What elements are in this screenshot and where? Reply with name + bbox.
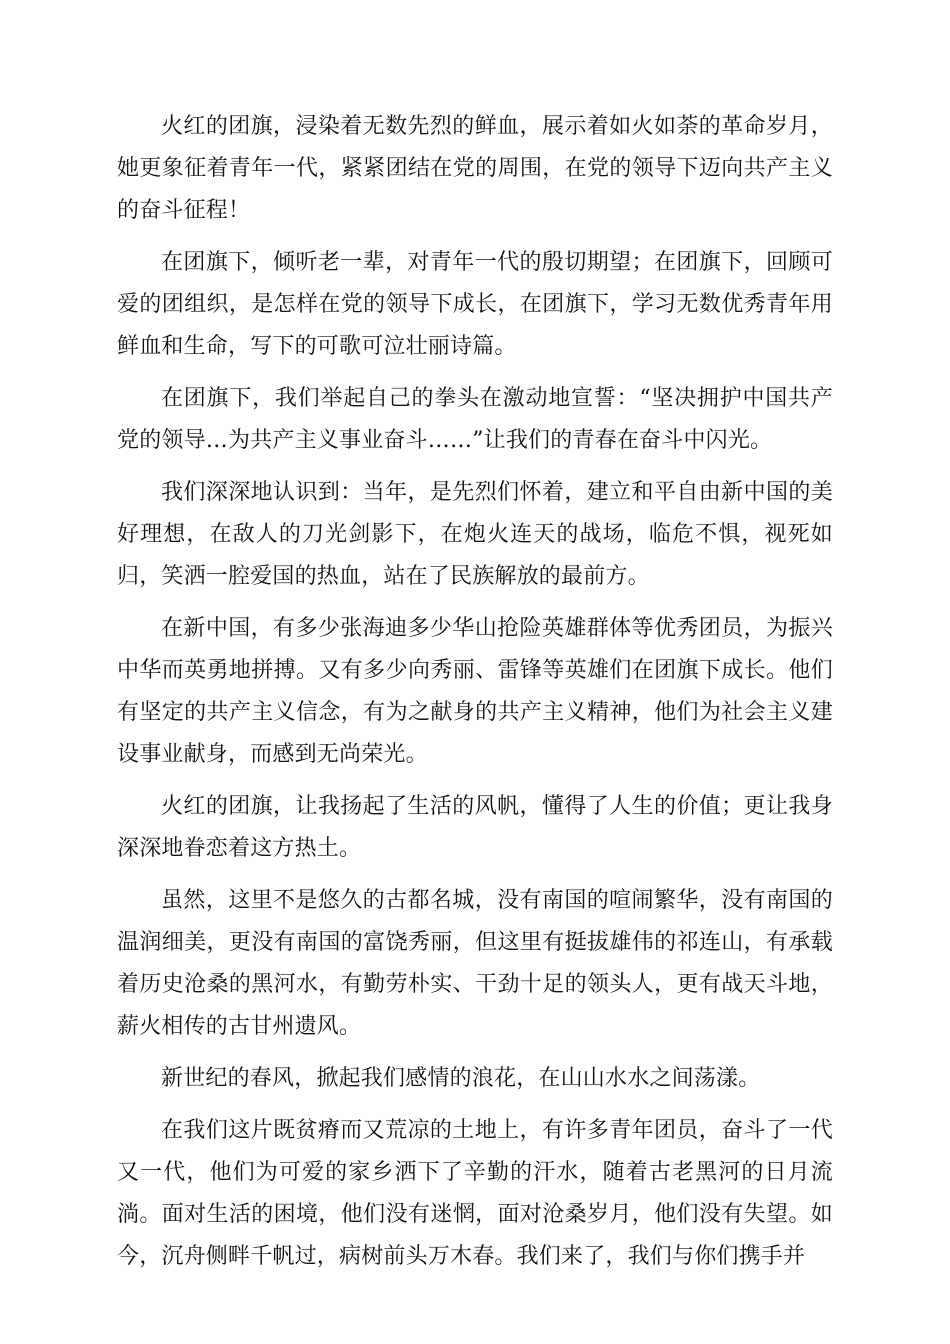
paragraph-5: 在新中国，有多少张海迪多少华山抢险英雄群体等优秀团员，为振兴中华而英勇地拼搏。又有多少向秀丽、雷锋等英雄们在团旗下成长。他们有坚定的共产主义信念，有为之献身的共产主义精神，他们为社会主义建设事业献身，而感到无尚荣光。 [117, 616, 833, 767]
paragraph-9: 在我们这片既贫瘠而又荒凉的土地上，有许多青年团员，奋斗了一代又一代，他们为可爱的家乡洒下了辛勤的汗水，随着古老黑河的日月流淌。面对生活的困境，他们没有迷惘，面对沧桑岁月，他们没有失望。如今，沉舟侧畔千帆过，病树前头万木春。我们来了，我们与你们携手并 [117, 1118, 833, 1269]
paragraph-3: 在团旗下，我们举起自己的拳头在激动地宣誓：“坚决拥护中国共产党的领导…为共产主义事业奋斗……”让我们的青春在奋斗中闪光。 [117, 386, 833, 453]
paragraph-8: 新世纪的春风，掀起我们感情的浪花，在山山水水之间荡漾。 [161, 1066, 761, 1091]
document-body [117, 106, 833, 1288]
paragraph-4: 我们深深地认识到：当年，是先烈们怀着，建立和平自由新中国的美好理想，在敌人的刀光剑影下，在炮火连天的战场，临危不惧，视死如归，笑洒一腔爱国的热血，站在了民族解放的最前方。 [117, 480, 833, 589]
paragraph-1: 火红的团旗，浸染着无数先烈的鲜血，展示着如火如荼的革命岁月，她更象征着青年一代，紧紧团结在党的周围，在党的领导下迈向共产主义的奋斗征程！ [117, 114, 833, 223]
paragraph-6: 火红的团旗，让我扬起了生活的风帆，懂得了人生的价值；更让我身深深地眷恋着这方热土。 [117, 794, 833, 861]
paragraph-2: 在团旗下，倾听老一辈，对青年一代的殷切期望；在团旗下，回顾可爱的团组织，是怎样在党的领导下成长，在团旗下，学习无数优秀青年用鲜血和生命，写下的可歌可泣壮丽诗篇。 [117, 250, 833, 359]
paragraph-7: 虽然，这里不是悠久的古都名城，没有南国的喧闹繁华，没有南国的温润细美，更没有南国的富饶秀丽，但这里有挺拔雄伟的祁连山，有承载着历史沧桑的黑河水，有勤劳朴实、干劲十足的领头人，更有战天斗地，薪火相传的古甘州遗风。 [117, 888, 833, 1039]
